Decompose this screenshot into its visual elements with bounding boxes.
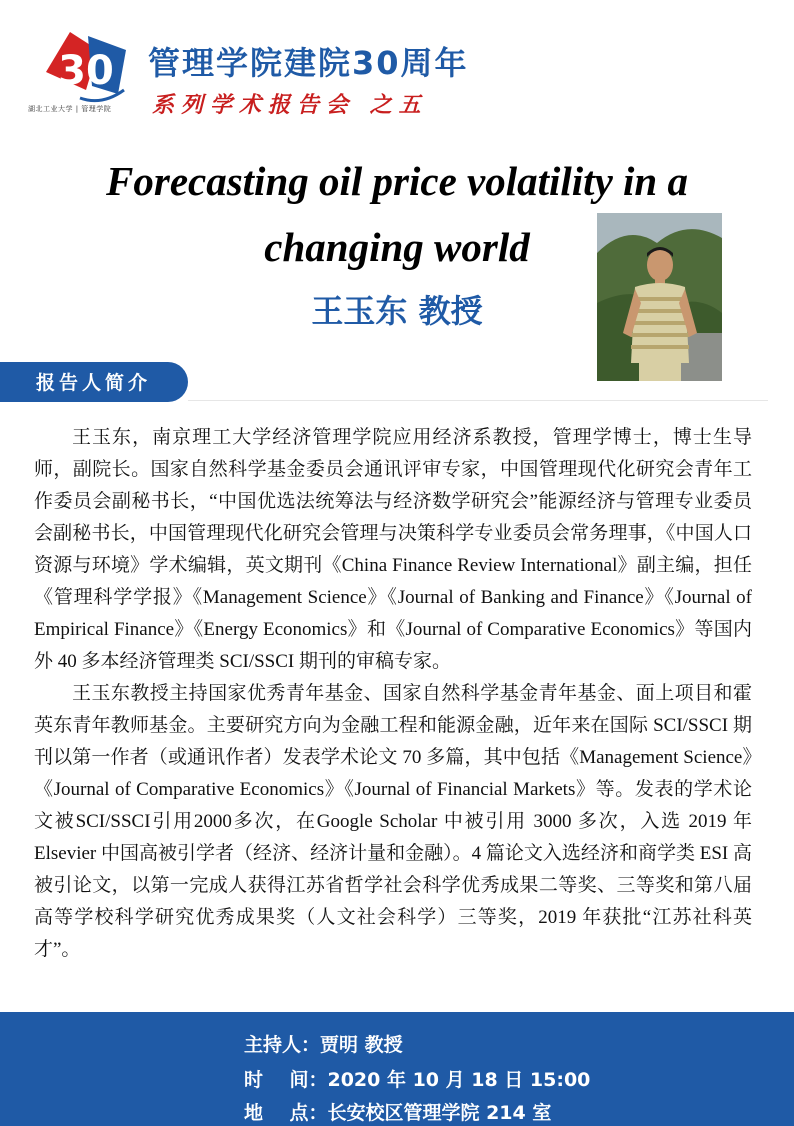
place-label: 地 点： — [244, 1102, 328, 1124]
event-info-footer — [0, 1012, 794, 1126]
host-row — [244, 1030, 403, 1057]
series-subtitle: 系列学术报告会 之五 — [152, 92, 428, 118]
anniversary-title: 管理学院建院30周年 — [148, 44, 469, 82]
host-label: 主持人： — [244, 1034, 321, 1056]
time-label: 时 间： — [244, 1069, 328, 1091]
section-label: 报告人简介 — [36, 372, 152, 394]
logo-number: 30 — [58, 48, 114, 94]
time-row — [244, 1065, 590, 1092]
speaker-bio — [34, 422, 752, 966]
section-tab — [0, 362, 188, 402]
bio-paragraph-2: 王玉东教授主持国家优秀青年基金、国家自然科学基金青年基金、面上项目和霍英东青年教师基金。主要研究方向为金融工程和能源金融，近年来在国际 SCI/SSCI 期刊以第一作者（或通讯作者）发表学术论文 70 多篇，其中包括《Management Science》《Journal of Comparative Economics》《Journal of Financial Markets》等。发表的学术论文被SCI/SSCI引用2000多次，在Google Scholar 中被引用 3000 多次，入选 2019 年 Elsevier 中国高被引学者（经济、经济计量和金融）。4 篇论文入选经济和商学类 ESI 高被引论文，以第一完成人获得江苏省哲学社会科学优秀成果二等奖、三等奖和第八届高等学校科学研究优秀成果奖（人文社会科学）三等奖，2019 年获批“江苏社科英才”。 — [34, 683, 752, 960]
speaker-name: 王玉东 教授 — [311, 292, 483, 330]
host-value: 贾明 教授 — [320, 1034, 403, 1056]
section-divider — [188, 400, 768, 401]
speaker-photo — [597, 213, 722, 381]
logo-caption: 湖北工业大学 | 管理学院 — [28, 105, 112, 113]
bio-paragraph-1: 王玉东，南京理工大学经济管理学院应用经济系教授，管理学博士，博士生导师，副院长。国家自然科学基金委员会通讯评审专家，中国管理现代化研究会青年工作委员会副秘书长，“中国优选法统筹法与经济数学研究会”能源经济与管理专业委员会副秘书长，中国管理现代化研究会管理与决策科学专业委员会常务理事，《中国人口资源与环境》学术编辑，英文期刊《China Finance Review International》副主编，担任《管理科学学报》《Management Science》《Journal of Banking and Finance》《Journal of Empirical Finance》《Energy Economics》和《Journal of Comparative Economics》等国内外 40 多本经济管理类 SCI/SSCI 期刊的审稿专家。 — [34, 427, 752, 672]
time-value: 2020 年 10 月 18 日 15:00 — [327, 1069, 591, 1091]
place-row — [244, 1098, 551, 1125]
talk-title: Forecasting oil price volatility in a changing world — [106, 158, 688, 270]
place-value: 长安校区管理学院 214 室 — [327, 1102, 552, 1124]
